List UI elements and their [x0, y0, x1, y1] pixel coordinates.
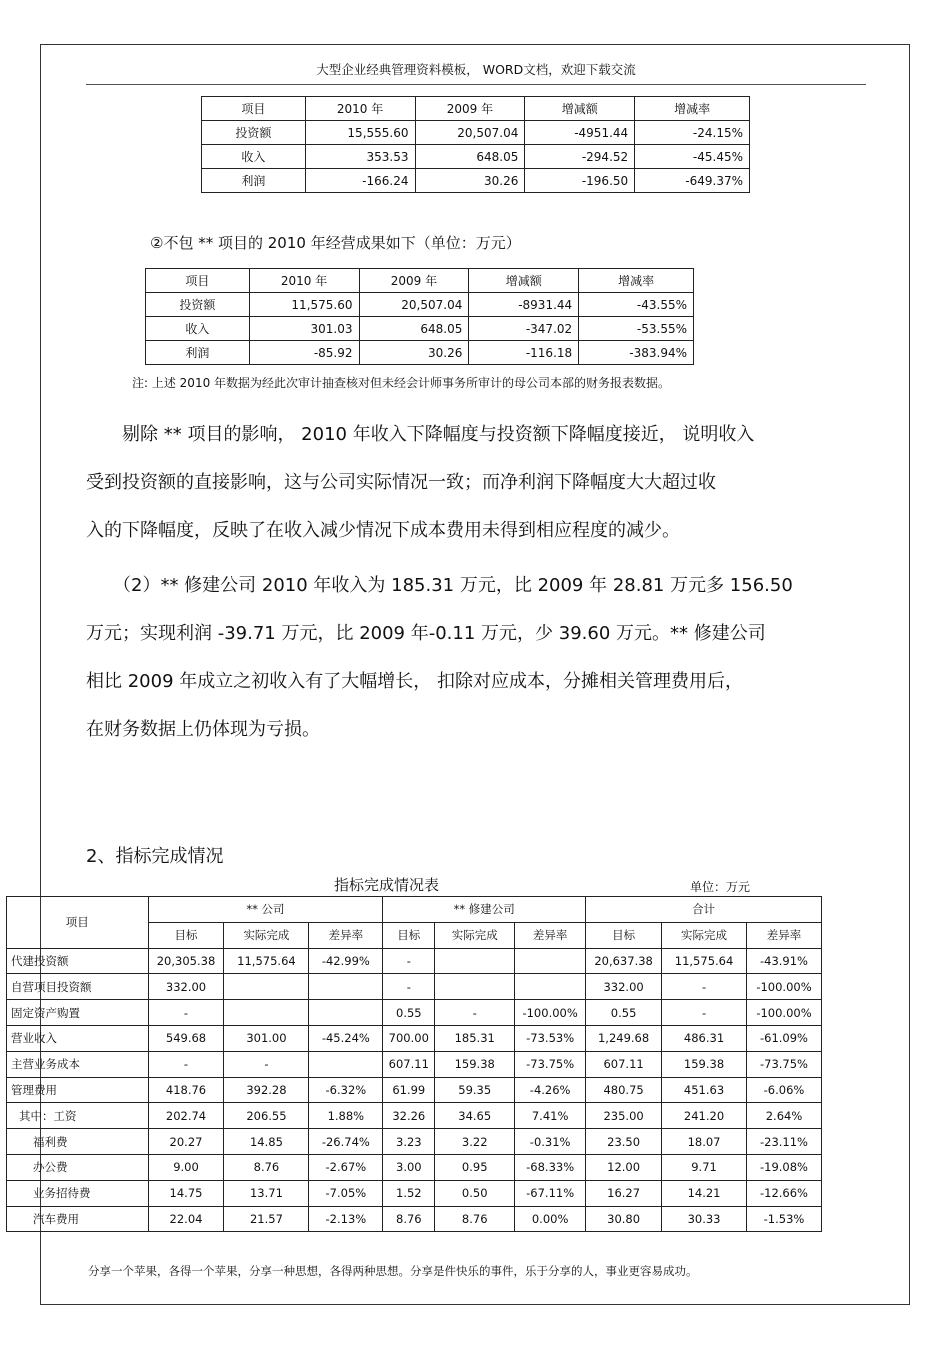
row-label: 投资额: [146, 293, 250, 317]
table-cell: -347.02: [469, 317, 579, 341]
table-cell: 700.00: [383, 1025, 435, 1051]
table-header-row: [202, 97, 750, 121]
row-label: 固定资产购置: [7, 1000, 149, 1026]
table-cell: 20,637.38: [586, 948, 662, 974]
table-cell: 14.85: [224, 1129, 309, 1155]
table-cell: -116.18: [469, 341, 579, 365]
row-label: 管理费用: [7, 1077, 149, 1103]
table-cell: -43.91%: [746, 948, 821, 974]
table-row: [7, 1180, 822, 1206]
subheader: 目标: [586, 922, 662, 948]
table-cell: -6.06%: [746, 1077, 821, 1103]
table-header-row: [146, 269, 694, 293]
indicator-table: [6, 896, 822, 1232]
table-cell: 3.00: [383, 1154, 435, 1180]
table-cell: 11,575.60: [249, 293, 359, 317]
group-header: ** 修建公司: [383, 897, 586, 923]
table-cell: -68.33%: [515, 1154, 586, 1180]
table-cell: -67.11%: [515, 1180, 586, 1206]
table-cell: 30.33: [662, 1206, 747, 1232]
table-cell: 61.99: [383, 1077, 435, 1103]
table-cell: 2.64%: [746, 1103, 821, 1129]
table-row: [7, 1000, 822, 1026]
table-cell: -73.75%: [746, 1051, 821, 1077]
table-cell: 0.00%: [515, 1206, 586, 1232]
table-cell: -2.67%: [309, 1154, 383, 1180]
row-label: 收入: [146, 317, 250, 341]
table-row: [7, 1206, 822, 1232]
table-cell: 235.00: [586, 1103, 662, 1129]
table-cell: 0.50: [435, 1180, 515, 1206]
table-cell: -73.53%: [515, 1025, 586, 1051]
subheader: 实际完成: [662, 922, 747, 948]
table-cell: -0.31%: [515, 1129, 586, 1155]
table-row: [7, 948, 822, 974]
table-cell: -43.55%: [579, 293, 694, 317]
table-cell: 11,575.64: [662, 948, 747, 974]
table-cell: 202.74: [148, 1103, 224, 1129]
table-cell: 20,507.04: [415, 121, 525, 145]
table-cell: -24.15%: [635, 121, 750, 145]
table-cell: -166.24: [305, 169, 415, 193]
table-cell: 0.55: [383, 1000, 435, 1026]
table-cell: [435, 948, 515, 974]
table-cell: 607.11: [383, 1051, 435, 1077]
table-cell: 16.27: [586, 1180, 662, 1206]
table-cell: 7.41%: [515, 1103, 586, 1129]
column-header: 增减额: [525, 97, 635, 121]
subheader: 差异率: [309, 922, 383, 948]
table-cell: 301.00: [224, 1025, 309, 1051]
table-cell: [309, 974, 383, 1000]
table-row: [7, 1129, 822, 1155]
table-cell: -: [662, 1000, 747, 1026]
table-cell: -4.26%: [515, 1077, 586, 1103]
table-cell: -23.11%: [746, 1129, 821, 1155]
table-cell: 1,249.68: [586, 1025, 662, 1051]
table-cell: 1.88%: [309, 1103, 383, 1129]
table-cell: -8931.44: [469, 293, 579, 317]
subheader: 差异率: [515, 922, 586, 948]
page-footer: 分享一个苹果，各得一个苹果，分享一种思想，各得两种思想。分享是件快乐的事件，乐于分享的人，事业更容易成功。: [88, 1264, 698, 1278]
table-cell: -26.74%: [309, 1129, 383, 1155]
table-cell: 18.07: [662, 1129, 747, 1155]
table-cell: 332.00: [148, 974, 224, 1000]
column-header: 2009 年: [359, 269, 469, 293]
table-row: [7, 974, 822, 1000]
table-cell: -: [383, 974, 435, 1000]
table-cell: 14.75: [148, 1180, 224, 1206]
subheader: 目标: [148, 922, 224, 948]
row-label: 汽车费用: [7, 1206, 149, 1232]
table-cell: -12.66%: [746, 1180, 821, 1206]
row-label: 办公费: [7, 1154, 149, 1180]
table-note: 注: 上述 2010 年数据为经此次审计抽查核对但未经会计师事务所审计的母公司本部的财务报表数据。: [132, 376, 671, 390]
table-cell: 8.76: [224, 1154, 309, 1180]
table-row: [7, 1025, 822, 1051]
table-cell: [515, 974, 586, 1000]
unit-label: 单位：万元: [690, 880, 751, 894]
column-header: 2010 年: [249, 269, 359, 293]
row-label: 利润: [202, 169, 306, 193]
table-cell: 14.21: [662, 1180, 747, 1206]
table-cell: 549.68: [148, 1025, 224, 1051]
subheader: 目标: [383, 922, 435, 948]
row-label: 营业收入: [7, 1025, 149, 1051]
table-cell: 30.26: [415, 169, 525, 193]
table-cell: 59.35: [435, 1077, 515, 1103]
table-cell: -4951.44: [525, 121, 635, 145]
table-cell: [224, 974, 309, 1000]
table-cell: 418.76: [148, 1077, 224, 1103]
table-cell: -42.99%: [309, 948, 383, 974]
section-title: 2、指标完成情况: [86, 846, 224, 867]
table-cell: -100.00%: [746, 1000, 821, 1026]
row-label: 自营项目投资额: [7, 974, 149, 1000]
table-row: [7, 1077, 822, 1103]
table-cell: -85.92: [249, 341, 359, 365]
table-cell: 206.55: [224, 1103, 309, 1129]
table-row: [146, 341, 694, 365]
table-cell: -6.32%: [309, 1077, 383, 1103]
group-header-row: [7, 897, 822, 923]
table-cell: [224, 1000, 309, 1026]
table-row: [202, 121, 750, 145]
table-cell: 392.28: [224, 1077, 309, 1103]
table-cell: [515, 948, 586, 974]
table-cell: -383.94%: [579, 341, 694, 365]
table-cell: 30.26: [359, 341, 469, 365]
group-header: ** 公司: [148, 897, 383, 923]
subheader: 实际完成: [435, 922, 515, 948]
indicator-table-title: 指标完成情况表: [334, 876, 440, 894]
table-cell: -: [435, 1000, 515, 1026]
table-cell: -196.50: [525, 169, 635, 193]
column-header: 增减率: [635, 97, 750, 121]
table-row: [7, 1154, 822, 1180]
table-cell: 9.00: [148, 1154, 224, 1180]
table-cell: 648.05: [359, 317, 469, 341]
table-cell: 20.27: [148, 1129, 224, 1155]
table-cell: -294.52: [525, 145, 635, 169]
table-cell: 20,507.04: [359, 293, 469, 317]
table-cell: 607.11: [586, 1051, 662, 1077]
investment-result-table: [201, 96, 750, 193]
table-cell: 34.65: [435, 1103, 515, 1129]
table-cell: -: [224, 1051, 309, 1077]
column-header: 2010 年: [305, 97, 415, 121]
table-cell: 3.23: [383, 1129, 435, 1155]
table-cell: -53.55%: [579, 317, 694, 341]
table-cell: 301.03: [249, 317, 359, 341]
table-cell: -649.37%: [635, 169, 750, 193]
table-cell: 451.63: [662, 1077, 747, 1103]
paragraph-line: 剔除 ** 项目的影响， 2010 年收入下降幅度与投资额下降幅度接近， 说明收入: [86, 424, 755, 445]
column-header: 项目: [146, 269, 250, 293]
table-cell: 241.20: [662, 1103, 747, 1129]
table-cell: -73.75%: [515, 1051, 586, 1077]
paragraph-line: 万元；实现利润 -39.71 万元，比 2009 年-0.11 万元，少 39.60 万元。** 修建公司: [86, 623, 766, 644]
table-cell: -: [148, 1051, 224, 1077]
row-label: 其中：工资: [7, 1103, 149, 1129]
table-row: [202, 169, 750, 193]
table-cell: -2.13%: [309, 1206, 383, 1232]
table-cell: -: [148, 1000, 224, 1026]
column-header: 2009 年: [415, 97, 525, 121]
table-cell: -100.00%: [515, 1000, 586, 1026]
table-cell: -45.24%: [309, 1025, 383, 1051]
table-cell: -: [383, 948, 435, 974]
column-header: 增减率: [579, 269, 694, 293]
table-cell: 159.38: [662, 1051, 747, 1077]
table-cell: 20,305.38: [148, 948, 224, 974]
paragraph-line: 入的下降幅度，反映了在收入减少情况下成本费用未得到相应程度的减少。: [86, 520, 680, 541]
table-cell: 486.31: [662, 1025, 747, 1051]
table-cell: -1.53%: [746, 1206, 821, 1232]
table-cell: 480.75: [586, 1077, 662, 1103]
table-row: [146, 317, 694, 341]
table-cell: [309, 1051, 383, 1077]
row-label: 代建投资额: [7, 948, 149, 974]
paragraph-line: 相比 2009 年成立之初收入有了大幅增长， 扣除对应成本，分摊相关管理费用后，: [86, 671, 743, 692]
table-cell: 32.26: [383, 1103, 435, 1129]
table-cell: 30.80: [586, 1206, 662, 1232]
table-row: [7, 1103, 822, 1129]
table-cell: -19.08%: [746, 1154, 821, 1180]
table-cell: 8.76: [435, 1206, 515, 1232]
row-label: 福利费: [7, 1129, 149, 1155]
table-row: [202, 145, 750, 169]
group-header: 合计: [586, 897, 822, 923]
table-cell: 353.53: [305, 145, 415, 169]
table-cell: 13.71: [224, 1180, 309, 1206]
column-header: 增减额: [469, 269, 579, 293]
paragraph-line: 在财务数据上仍体现为亏损。: [86, 719, 320, 740]
column-header: 项目: [202, 97, 306, 121]
table-cell: 1.52: [383, 1180, 435, 1206]
row-label: 利润: [146, 341, 250, 365]
row-label: 主营业务成本: [7, 1051, 149, 1077]
table-cell: 8.76: [383, 1206, 435, 1232]
table-cell: 3.22: [435, 1129, 515, 1155]
table-cell: 22.04: [148, 1206, 224, 1232]
table-row: [146, 293, 694, 317]
table-caption: ②不包 ** 项目的 2010 年经营成果如下（单位：万元）: [150, 234, 521, 252]
table-cell: -100.00%: [746, 974, 821, 1000]
repair-company-paragraph: [86, 562, 876, 754]
table-cell: 23.50: [586, 1129, 662, 1155]
table-cell: 648.05: [415, 145, 525, 169]
paragraph-line: 受到投资额的直接影响，这与公司实际情况一致；而净利润下降幅度大大超过收: [86, 472, 716, 493]
table-cell: -45.45%: [635, 145, 750, 169]
item-header: 项目: [7, 897, 149, 949]
analysis-paragraph: [86, 411, 876, 555]
table-cell: 0.95: [435, 1154, 515, 1180]
row-label: 业务招待费: [7, 1180, 149, 1206]
table-cell: 21.57: [224, 1206, 309, 1232]
page-header: 大型企业经典管理资料模板， WORD文档，欢迎下载交流: [86, 60, 866, 85]
table-cell: 159.38: [435, 1051, 515, 1077]
subheader: 差异率: [746, 922, 821, 948]
table-cell: 12.00: [586, 1154, 662, 1180]
row-label: 收入: [202, 145, 306, 169]
subheader: 实际完成: [224, 922, 309, 948]
table-cell: 11,575.64: [224, 948, 309, 974]
table-row: [7, 1051, 822, 1077]
excluding-project-result-table: [145, 268, 694, 365]
table-cell: -61.09%: [746, 1025, 821, 1051]
table-cell: -: [662, 974, 747, 1000]
table-cell: [309, 1000, 383, 1026]
table-cell: 332.00: [586, 974, 662, 1000]
row-label: 投资额: [202, 121, 306, 145]
table-cell: -7.05%: [309, 1180, 383, 1206]
table-cell: 9.71: [662, 1154, 747, 1180]
table-cell: [435, 974, 515, 1000]
table-cell: 185.31: [435, 1025, 515, 1051]
paragraph-line: （2）** 修建公司 2010 年收入为 185.31 万元，比 2009 年 28.81 万元多 156.50: [86, 575, 793, 596]
table-cell: 15,555.60: [305, 121, 415, 145]
table-cell: 0.55: [586, 1000, 662, 1026]
